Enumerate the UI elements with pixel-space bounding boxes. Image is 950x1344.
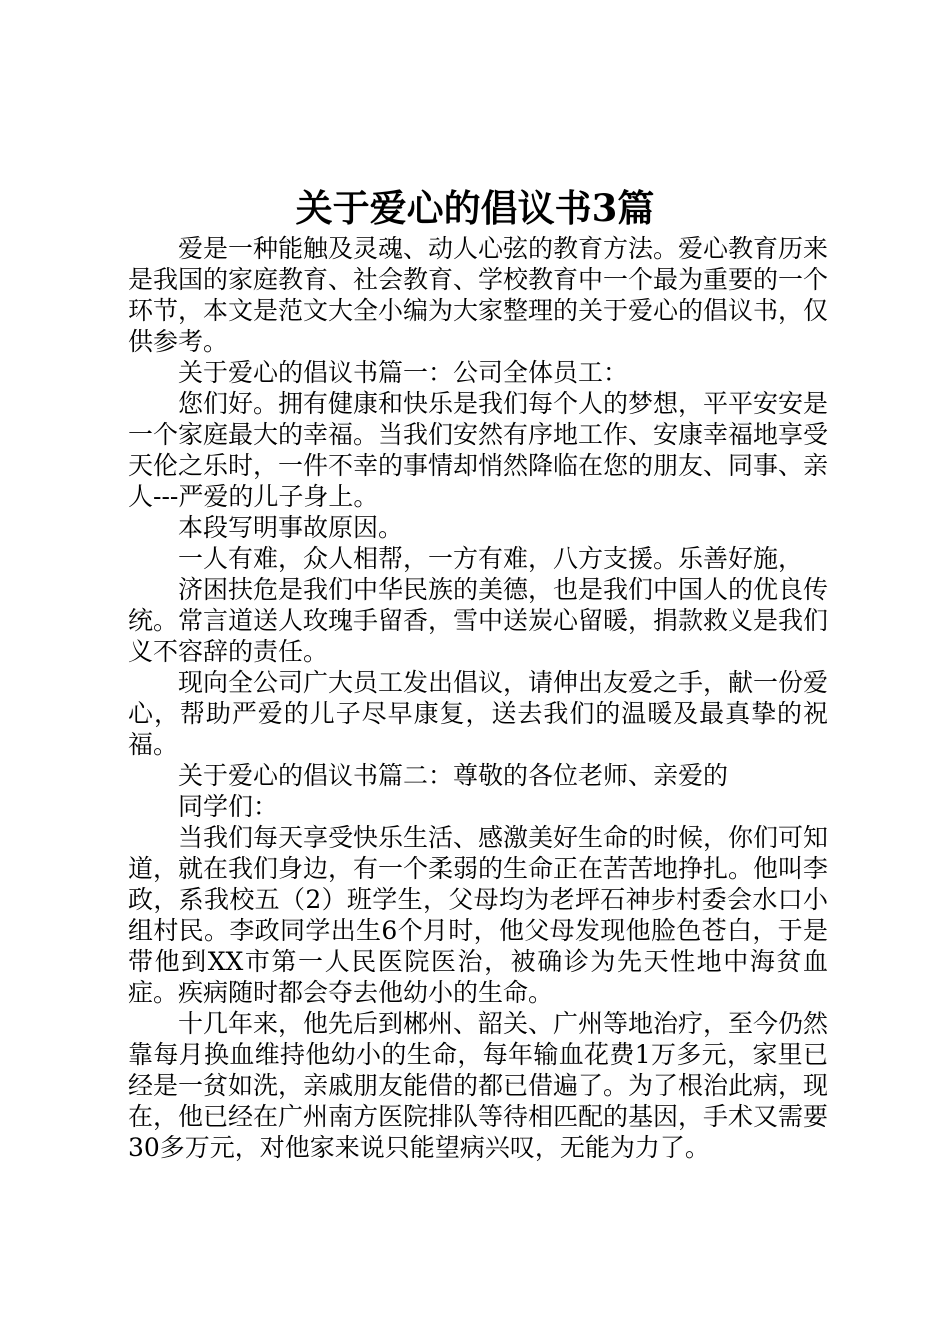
document-body xyxy=(128,233,828,1163)
paragraph-heading-two: 关于爱心的倡议书篇二：尊敬的各位老师、亲爱的 xyxy=(178,761,729,790)
paragraph-intro: 爱是一种能触及灵魂、动人心弦的教育方法。爱心教育历来是我国的家庭教育、社会教育、学校教育中一个最为重要的一个环节，本文是范文大全小编为大家整理的关于爱心的倡议书，仅供参考。 xyxy=(128,234,829,356)
paragraph: 您们好。拥有健康和快乐是我们每个人的梦想，平平安安是一个家庭最大的幸福。当我们安然有序地工作、安康幸福地享受天伦之乐时，一件不幸的事情却悄然降临在您的朋友、同事、亲人---严爱的儿子身上。 xyxy=(128,389,829,511)
paragraph: 现向全公司广大员工发出倡议，请伸出友爱之手，献一份爱心，帮助严爱的儿子尽早康复，送去我们的温暖及最真挚的祝福。 xyxy=(128,668,829,759)
paragraph-heading-one: 关于爱心的倡议书篇一：公司全体员工： xyxy=(178,358,629,387)
paragraph: 本段写明事故原因。 xyxy=(178,513,404,542)
paragraph: 当我们每天享受快乐生活、感激美好生命的时候，你们可知道，就在我们身边，有一个柔弱的生命正在苦苦地挣扎。他叫李政，系我校五（2）班学生，父母均为老坪石神步村委会水口小组村民。李政同学出生6个月时，他父母发现他脸色苍白，于是带他到XX市第一人民医院医治，被确诊为先天性地中海贫血症。疾病随时都会夺去他幼小的生命。 xyxy=(128,823,829,1007)
document-title: 关于爱心的倡议书3篇 xyxy=(295,186,655,230)
paragraph: 济困扶危是我们中华民族的美德，也是我们中国人的优良传统。常言道送人玫瑰手留香，雪中送炭心留暖，捐款救义是我们义不容辞的责任。 xyxy=(128,575,829,666)
paragraph: 同学们： xyxy=(178,792,279,821)
paragraph: 十几年来，他先后到郴州、韶关、广州等地治疗，至今仍然靠每月换血维持他幼小的生命，每年输血花费1万多元，家里已经是一贫如洗，亲戚朋友能借的都已借遍了。为了根治此病，现在，他已经在广州南方医院排队等待相匹配的基因，手术又需要30多万元，对他家来说只能望病兴叹，无能为力了。 xyxy=(128,1009,829,1162)
paragraph: 一人有难，众人相帮，一方有难，八方支援。乐善好施， xyxy=(178,544,804,573)
